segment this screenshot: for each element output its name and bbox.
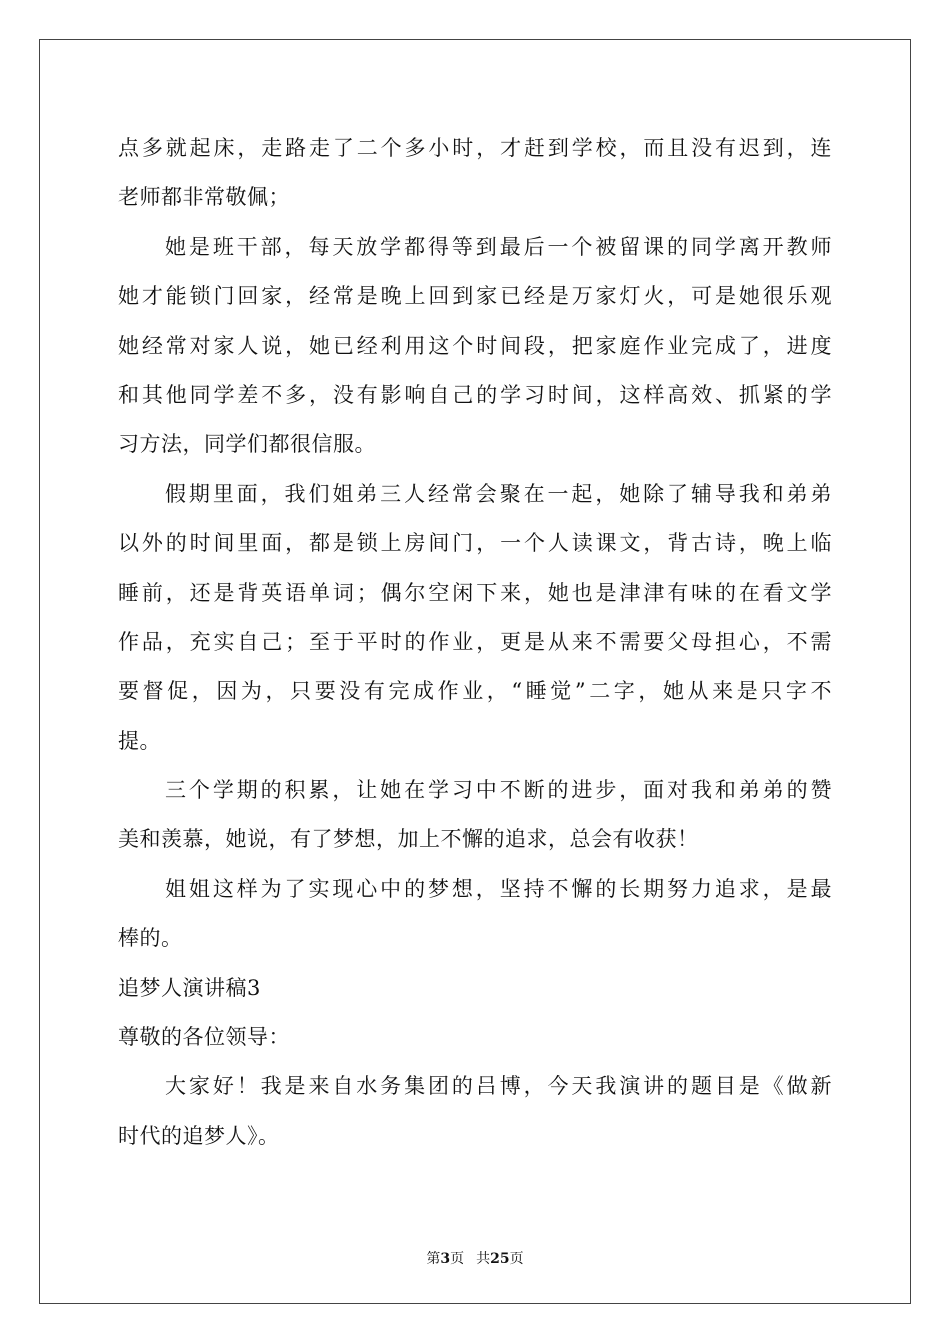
- text-line: 假期里面，我们姐弟三人经常会聚在一起，她除了辅导我和弟弟: [165, 481, 832, 506]
- text-line: 美和羡慕，她说，有了梦想，加上不懈的追求，总会有收获！: [118, 827, 699, 852]
- text-line: 时代的追梦人》。: [118, 1123, 280, 1148]
- page-suffix: 页: [450, 1251, 465, 1267]
- text-line: 点多就起床，走路走了二个多小时，才赶到学校，而且没有迟到，连: [118, 136, 832, 160]
- text-line: 她才能锁门回家，经常是晚上回到家已经是万家灯火，可是她很乐观: [118, 284, 832, 309]
- text-line: 三个学期的积累，让她在学习中不断的进步，面对我和弟弟的赞: [165, 778, 832, 803]
- text-line: 棒的。: [118, 926, 183, 951]
- text-line: 和其他同学差不多，没有影响自己的学习时间，这样高效、抓紧的学: [118, 382, 832, 407]
- text-line: 睡前，还是背英语单词；偶尔空闲下来，她也是津津有味的在看文学: [118, 580, 832, 605]
- total-suffix: 页: [509, 1251, 524, 1267]
- text-line: 大家好！我是来自水务集团的吕博，今天我演讲的题目是《做新: [165, 1074, 832, 1099]
- page-prefix: 第: [426, 1251, 441, 1267]
- page-number: 3: [440, 1251, 451, 1267]
- salutation: 尊敬的各位领导：: [118, 1025, 290, 1050]
- text-line: 要督促，因为，只要没有完成作业，“睡觉”二字，她从来是只字不: [118, 679, 832, 704]
- text-line: 提。: [118, 728, 161, 753]
- total-pages: 25: [490, 1251, 510, 1267]
- text-line: 作品，充实自己；至于平时的作业，更是从来不需要父母担心，不需: [118, 629, 832, 654]
- section-heading: 追梦人演讲稿3: [118, 975, 261, 1000]
- total-prefix: 共: [476, 1251, 491, 1267]
- text-line: 她是班干部，每天放学都得等到最后一个被留课的同学离开教师: [165, 234, 832, 259]
- document-body: [118, 124, 832, 1161]
- text-line: 她经常对家人说，她已经利用这个时间段，把家庭作业完成了，进度: [118, 333, 832, 358]
- text-line: 习方法，同学们都很信服。: [118, 432, 376, 457]
- page-footer: [0, 1248, 950, 1268]
- text-line: 姐姐这样为了实现心中的梦想，坚持不懈的长期努力追求，是最: [165, 876, 832, 901]
- text-line: 以外的时间里面，都是锁上房间门，一个人读课文，背古诗，晚上临: [118, 531, 832, 556]
- text-line: 老师都非常敬佩；: [118, 185, 290, 210]
